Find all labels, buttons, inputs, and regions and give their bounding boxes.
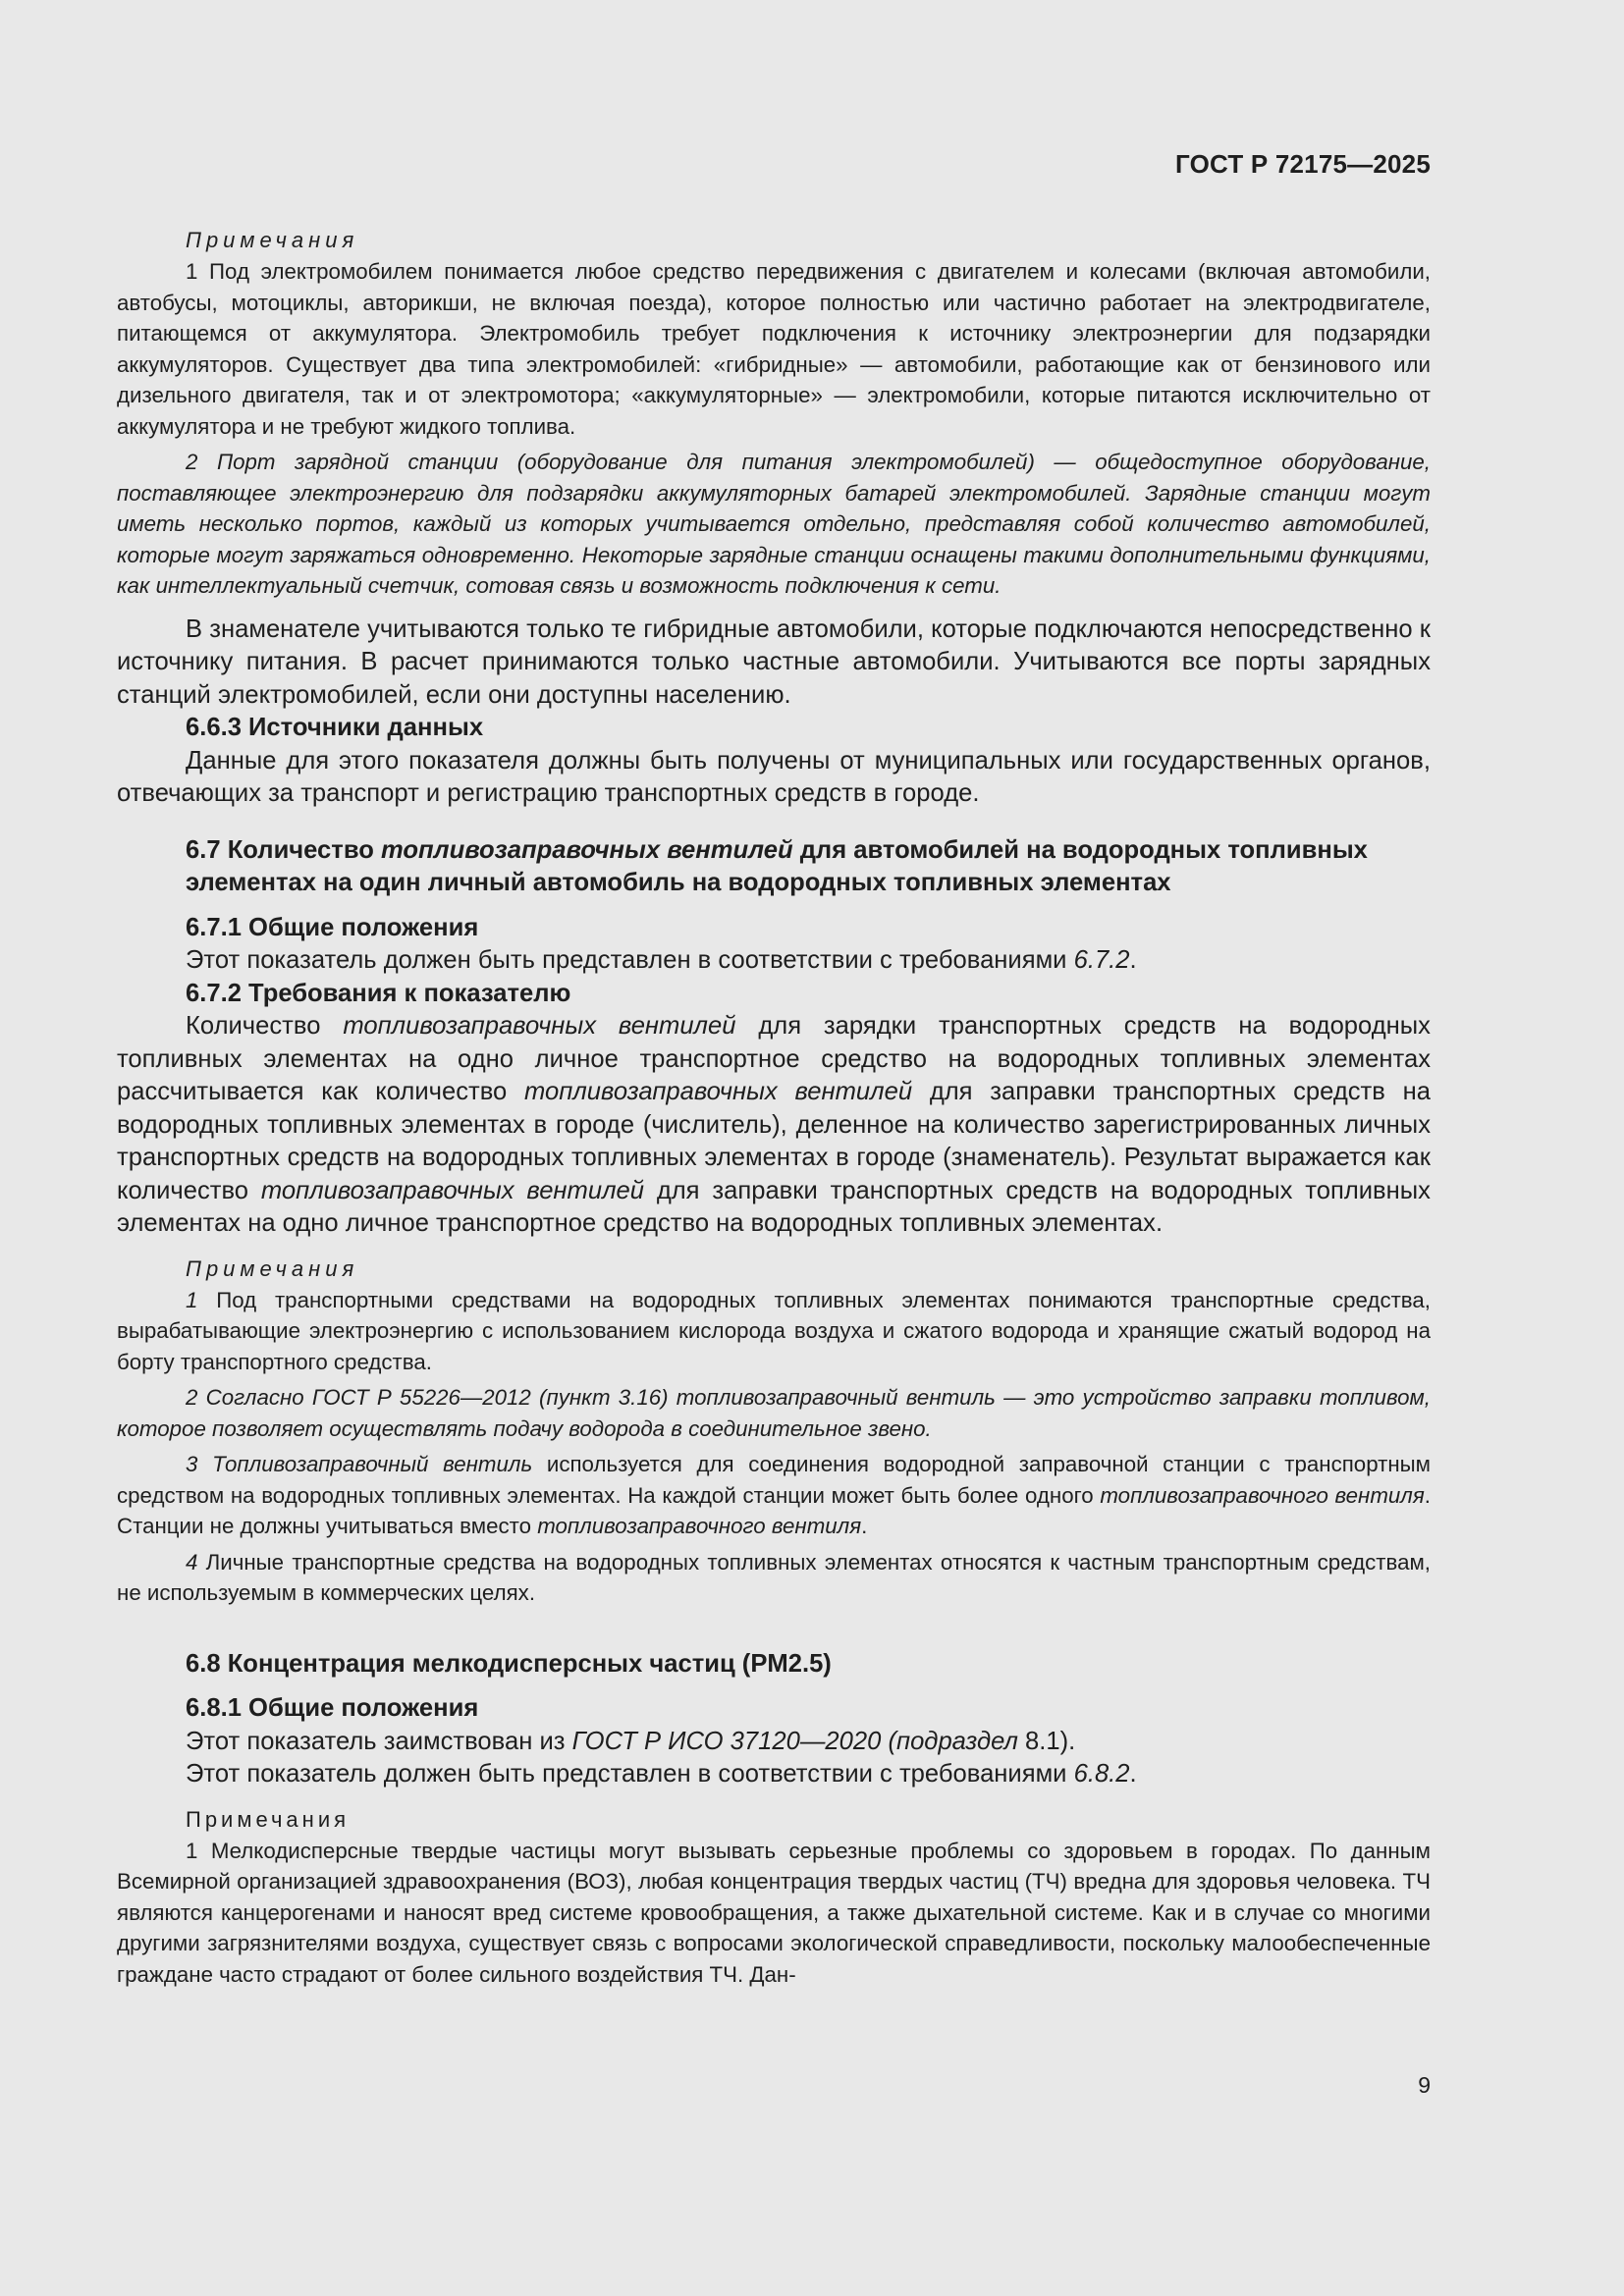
note-electromobile: 1 Под электромобилем понимается любое средство передвижения с двигателем и колесами (включая автомобили, автобусы, мотоциклы, авторикши, не включая поезда), которое полностью или частично работает на электродвигателе, питающемся от аккумулятора. Электромобиль требует подключения к источнику электроэнергии для подзарядки аккумуляторов. Существует два типа электромобилей: «гибридные» — автомобили, работающие как от бензинового или дизельного двигателя, так и от электромотора; «аккумуляторные» — электромобили, которые питаются исключительно от аккумулятора и не требуют жидкого топлива. <box>117 259 1431 439</box>
heading-6-7: 6.7 Количество топливозаправочных вентилей для автомобилей на водородных топливных элементах на один личный автомобиль на водородных топливных элементах <box>186 835 1368 896</box>
paragraph-6-8-1-a: Этот показатель заимствован из ГОСТ Р ИСО 37120—2020 (подраздел 8.1). <box>186 1727 1076 1755</box>
page-number: 9 <box>1418 2072 1431 2098</box>
note-pm25: 1 Мелкодисперсные твердые частицы могут вызывать серьезные проблемы со здоровьем в городах. По данным Всемирной организацией здравоохранения (ВОЗ), любая концентрация твердых частиц (ТЧ) вредна для здоровья человека. ТЧ являются канцерогенами и наносят вред системе кровообращения, а также дыхательной системе. Как и в случае со многими другими загрязнителями воздуха, существует связь с вопросами экологической справедливости, поскольку малообеспеченные граждане часто страдают от более сильного воздействия ТЧ. Дан- <box>117 1838 1431 1987</box>
paragraph-6-7-1: Этот показатель должен быть представлен в соответствии с требованиями 6.7.2. <box>186 946 1137 974</box>
heading-6-6-3: 6.6.3 Источники данных <box>186 714 484 741</box>
paragraph-6-7-2: Количество топливозаправочных вентилей для зарядки транспортных средств на водородных топливных элементах на одно личное транспортное средство на водородных топливных элементах рассчитывается как количество топливозаправочных вентилей для заправки транспортных средств на водородных топливных элементах в городе (числитель), деленное на количество зарегистрированных личных транспортных средств на водородных топливных элементах в городе (знаменатель). Результат выражается как количество топливозаправочных вентилей для заправки транспортных средств на водородных топливных элементах на одно личное транспортное средство на водородных топливных элементах. <box>117 1012 1431 1237</box>
document-header: ГОСТ Р 72175—2025 <box>1175 149 1431 179</box>
note-gost-definition: 2 Согласно ГОСТ Р 55226—2012 (пункт 3.16) топливозаправочный вентиль — это устройство заправки топливом, которое позволяет осуществлять подачу водорода в соединительное звено. <box>117 1385 1431 1441</box>
heading-6-8-1: 6.8.1 Общие положения <box>186 1694 479 1722</box>
note-charging-port: 2 Порт зарядной станции (оборудование для питания электромобилей) — общедоступное оборудование, поставляющее электроэнергию для подзарядки аккумуляторных батарей электромобилей. Зарядные станции могут иметь несколько портов, каждый из которых учитывается отдельно, представляя собой количество автомобилей, которые могут заряжаться одновременно. Некоторые зарядные станции оснащены такими дополнительными функциями, как интеллектуальный счетчик, сотовая связь и возможность подключения к сети. <box>117 450 1431 598</box>
note-hydrogen-vehicles: 1 Под транспортными средствами на водородных топливных элементах понимаются транспортные средства, вырабатывающие электроэнергию с использованием кислорода воздуха и сжатого водорода и хранящие сжатый водород на борту транспортного средства. <box>117 1287 1431 1374</box>
heading-6-7-1: 6.7.1 Общие положения <box>186 913 479 941</box>
note-private-vehicles: 4 Личные транспортные средства на водородных топливных элементах относятся к частным транспортным средствам, не используемым в коммерческих целях. <box>117 1549 1431 1605</box>
notes-title: Примечания <box>186 1255 359 1281</box>
note-valve-usage: 3 Топливозаправочный вентиль используется для соединения водородной заправочной станции с транспортным средством на водородных топливных элементах. На каждой станции может быть более одного топливозаправочного вентиля. Станции не должны учитываться вместо топливозаправочного вентиля. <box>117 1452 1431 1538</box>
paragraph-6-8-1-b: Этот показатель должен быть представлен в соответствии с требованиями 6.8.2. <box>186 1760 1137 1788</box>
notes-title: Примечания <box>186 1806 351 1832</box>
paragraph-data-sources: Данные для этого показателя должны быть получены от муниципальных или государственных органов, отвечающих за транспорт и регистрацию транспортных средств в городе. <box>117 746 1431 807</box>
heading-6-7-2: 6.7.2 Требования к показателю <box>186 979 571 1007</box>
page-content <box>117 224 1431 1990</box>
heading-6-8: 6.8 Концентрация мелкодисперсных частиц (PM2.5) <box>186 1649 832 1678</box>
notes-title: Примечания <box>186 228 359 252</box>
paragraph-denominator: В знаменателе учитываются только те гибридные автомобили, которые подключаются непосредственно к источнику питания. В расчет принимаются только частные автомобили. Учитываются все порты зарядных станций электромобилей, если они доступны населению. <box>117 614 1431 709</box>
